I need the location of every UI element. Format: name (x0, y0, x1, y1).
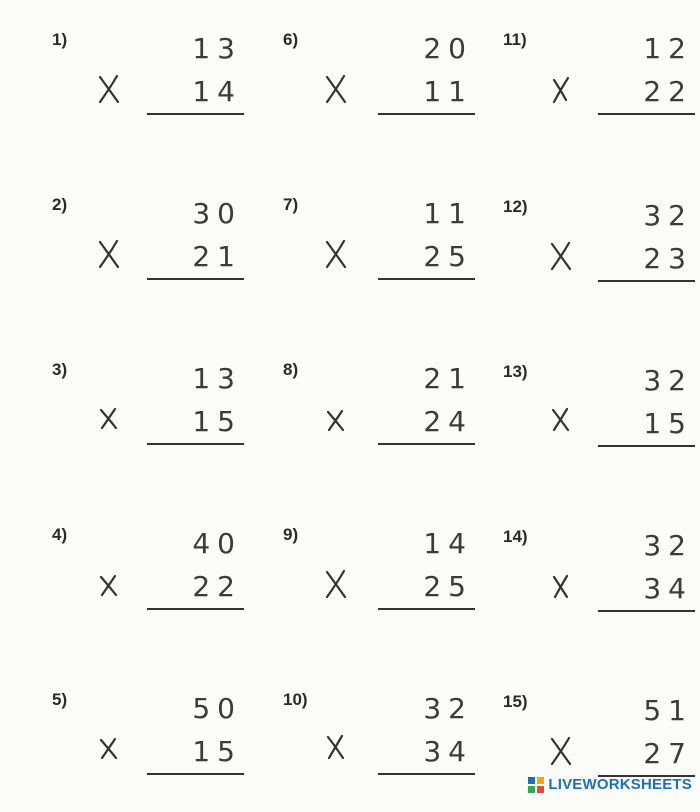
problem-number: 8) (283, 360, 299, 379)
answer-line (147, 443, 244, 445)
multiply-x-icon (96, 74, 122, 104)
multiply-x-icon (548, 406, 574, 436)
answer-line (147, 278, 244, 280)
problem-number: 2) (52, 195, 68, 214)
answer-line (598, 445, 695, 447)
multiply-x-icon (548, 241, 574, 271)
answer-line (378, 278, 475, 280)
multiplicand: 13 (192, 362, 242, 395)
problem-9 (283, 525, 483, 645)
problem-number: 7) (283, 195, 299, 214)
multiply-x-icon (323, 734, 349, 764)
multiplier: 15 (643, 407, 693, 440)
multiplier: 24 (423, 405, 473, 438)
problem-10 (283, 690, 483, 810)
multiply-x-icon (323, 74, 349, 104)
answer-line (598, 610, 695, 612)
problem-12 (503, 197, 700, 317)
multiplicand: 14 (423, 527, 473, 560)
multiply-x-icon (548, 74, 574, 104)
multiply-x-icon (323, 569, 349, 599)
multiplicand: 21 (423, 362, 473, 395)
problem-number: 10) (283, 690, 308, 709)
multiply-x-icon (323, 239, 349, 269)
problem-number: 15) (503, 692, 528, 711)
answer-line (378, 608, 475, 610)
liveworksheets-logo-icon (528, 777, 544, 793)
problem-5 (52, 690, 252, 810)
multiply-x-icon (548, 571, 574, 601)
multiplier: 34 (643, 572, 693, 605)
problem-number: 9) (283, 525, 299, 544)
answer-line (378, 113, 475, 115)
multiply-x-icon (548, 736, 574, 766)
answer-line (147, 608, 244, 610)
multiply-x-icon (96, 239, 122, 269)
multiplicand: 51 (643, 694, 693, 727)
multiplier: 22 (192, 570, 242, 603)
multiplier: 27 (643, 737, 693, 770)
multiplier: 21 (192, 240, 242, 273)
multiply-x-icon (96, 734, 122, 764)
problem-number: 6) (283, 30, 299, 49)
problem-number: 5) (52, 690, 68, 709)
answer-line (147, 113, 244, 115)
multiplier: 14 (192, 75, 242, 108)
answer-line (378, 443, 475, 445)
multiplicand: 40 (192, 527, 242, 560)
multiplicand: 11 (423, 197, 473, 230)
problem-15 (503, 692, 700, 812)
multiplicand: 32 (643, 199, 693, 232)
answer-line (378, 773, 475, 775)
problem-number: 1) (52, 30, 68, 49)
multiplicand: 13 (192, 32, 242, 65)
multiplier: 15 (192, 405, 242, 438)
problem-1 (52, 30, 252, 150)
multiplier: 11 (423, 75, 473, 108)
multiplicand: 20 (423, 32, 473, 65)
multiplicand: 32 (423, 692, 473, 725)
multiplicand: 30 (192, 197, 242, 230)
problem-number: 12) (503, 197, 528, 216)
problem-3 (52, 360, 252, 480)
problem-14 (503, 527, 700, 647)
multiply-x-icon (96, 569, 122, 599)
multiplicand: 32 (643, 529, 693, 562)
multiply-x-icon (96, 404, 122, 434)
problem-number: 3) (52, 360, 68, 379)
multiplier: 34 (423, 735, 473, 768)
multiplier: 25 (423, 240, 473, 273)
logo-text: LIVEWORKSHEETS (548, 776, 692, 793)
multiplier: 25 (423, 570, 473, 603)
problem-number: 13) (503, 362, 528, 381)
problem-13 (503, 362, 700, 482)
multiplier: 22 (643, 75, 693, 108)
multiplicand: 32 (643, 364, 693, 397)
problem-7 (283, 195, 483, 315)
problem-4 (52, 525, 252, 645)
multiply-x-icon (323, 404, 349, 434)
problem-8 (283, 360, 483, 480)
problem-number: 11) (503, 30, 527, 49)
problem-6 (283, 30, 483, 150)
multiplicand: 12 (643, 32, 693, 65)
problem-11 (503, 30, 700, 150)
problem-number: 4) (52, 525, 68, 544)
liveworksheets-logo (528, 776, 692, 793)
problem-2 (52, 195, 252, 315)
multiplicand: 50 (192, 692, 242, 725)
answer-line (598, 113, 695, 115)
problem-number: 14) (503, 527, 528, 546)
answer-line (598, 280, 695, 282)
multiplier: 23 (643, 242, 693, 275)
multiplier: 15 (192, 735, 242, 768)
answer-line (147, 773, 244, 775)
